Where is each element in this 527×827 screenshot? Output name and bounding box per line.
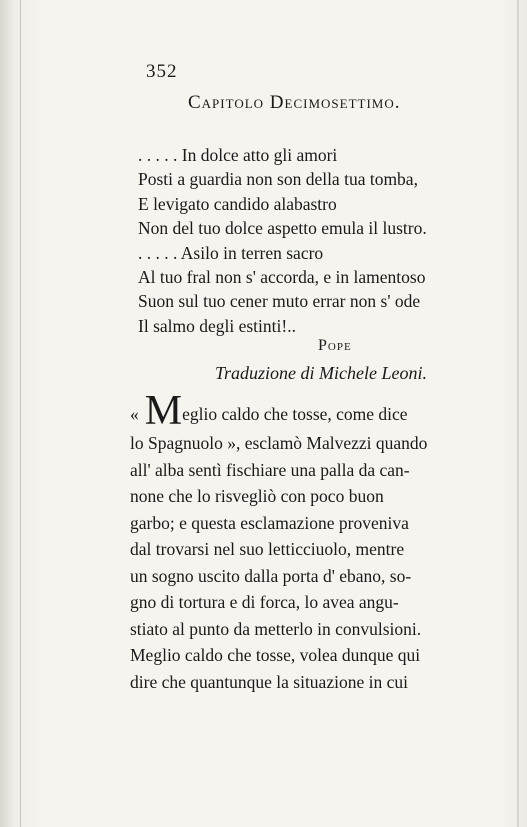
- epigraph-line: E levigato candido alabastro: [138, 193, 337, 214]
- body-line: stiato al punto da metterlo in convulsioni.: [130, 618, 422, 639]
- body-line: dire che quantunque la situazione in cui: [130, 671, 408, 692]
- epigraph-line: Suon sul tuo cener muto errar non s' ode: [138, 291, 421, 312]
- body-line: none che lo risvegliò con poco buon: [130, 486, 384, 506]
- drop-cap: M: [144, 388, 183, 434]
- body-line: gno di tortura e di forca, lo avea angu-: [130, 592, 399, 612]
- body-line: Meglio caldo che tosse, volea dunque qui: [130, 645, 421, 665]
- chapter-title: Capitolo Decimosettimo.: [188, 92, 401, 113]
- epigraph-line: Posti a guardia non son della tua tomba,: [138, 169, 418, 190]
- epigraph-line: . . . . . Asilo in terren sacro: [138, 242, 324, 263]
- body-line: garbo; e questa esclamazione proveniva: [130, 512, 409, 533]
- epigraph-line: Il salmo degli estinti!..: [138, 315, 296, 336]
- epigraph-line: Non del tuo dolce aspetto emula il lustro.: [138, 218, 427, 239]
- body-line: lo Spagnuolo », esclamò Malvezzi quando: [130, 433, 428, 453]
- body-line: all' alba sentì fischiare una palla da can-: [130, 459, 410, 480]
- page-number: 352: [146, 61, 178, 82]
- first-line-text: eglio caldo che tosse, come dice: [182, 404, 408, 424]
- body-text: [130, 388, 475, 695]
- epigraph-line: . . . . . In dolce atto gli amori: [138, 145, 338, 165]
- epigraph: [138, 143, 427, 338]
- epigraph-translation: Traduzione di Michele Leoni.: [215, 363, 427, 383]
- page-gutter: [20, 0, 21, 827]
- epigraph-line: Al tuo fral non s' accorda, e in lamentoso: [138, 266, 426, 287]
- epigraph-author: Pope: [318, 337, 352, 354]
- opening-quote: «: [130, 404, 139, 424]
- body-line: un sogno uscito dalla porta d' ebano, so-: [130, 565, 412, 586]
- body-line: dal trovarsi nel suo letticciuolo, mentre: [130, 539, 405, 559]
- page-edge: [517, 0, 519, 827]
- body-first-line: [130, 388, 475, 434]
